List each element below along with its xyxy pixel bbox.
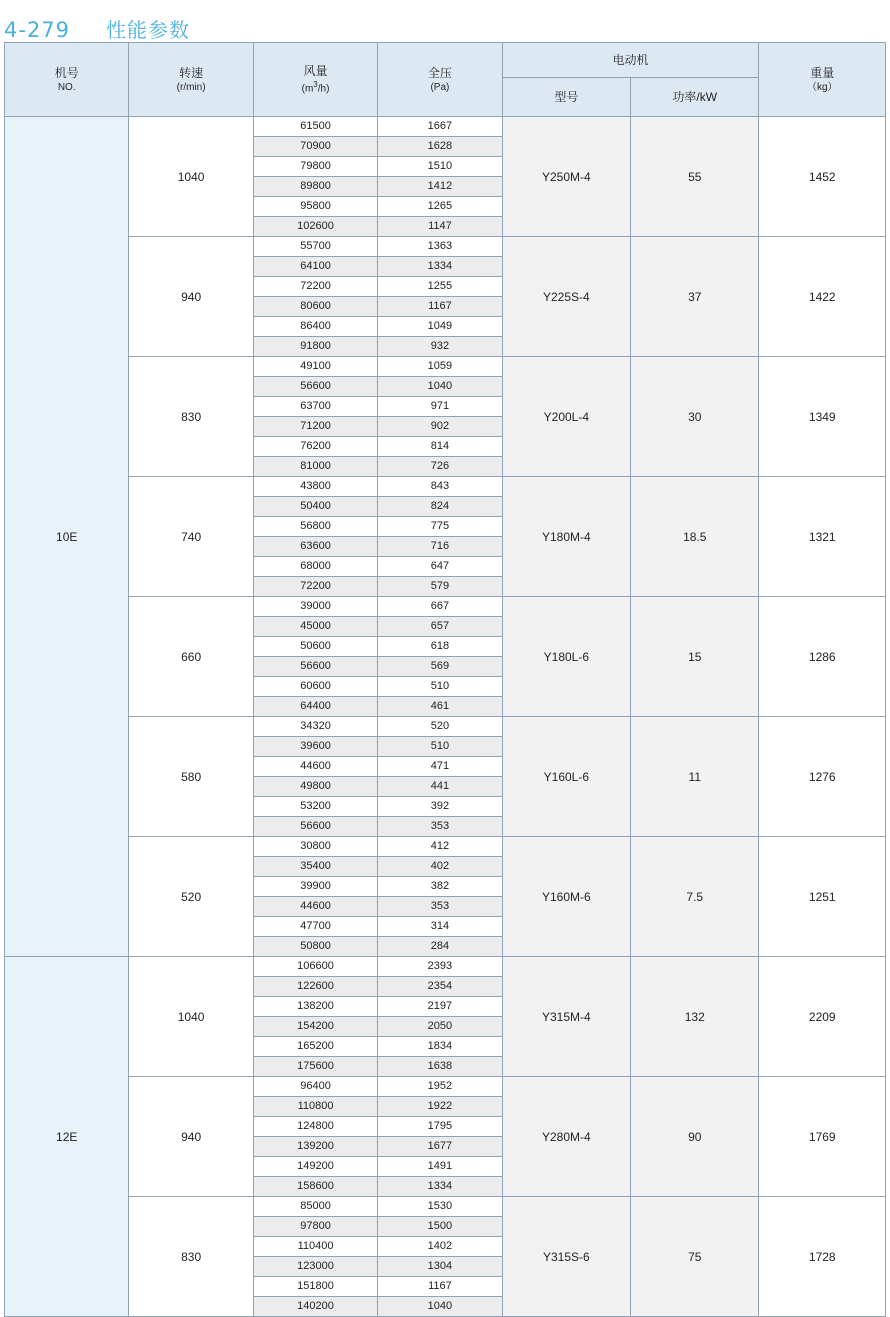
cell-flow: 140200: [253, 1297, 377, 1317]
cell-pressure: 510: [378, 737, 502, 757]
cell-flow: 44600: [253, 897, 377, 917]
cell-pressure: 1667: [378, 117, 502, 137]
table-row: [5, 957, 886, 977]
cell-pressure: 1491: [378, 1157, 502, 1177]
cell-flow: 43800: [253, 477, 377, 497]
cell-motor-model: Y250M-4: [502, 117, 630, 237]
cell-pressure: 1677: [378, 1137, 502, 1157]
cell-motor-model: Y315M-4: [502, 957, 630, 1077]
cell-flow: 56600: [253, 817, 377, 837]
cell-speed: 1040: [129, 117, 253, 237]
cell-pressure: 461: [378, 697, 502, 717]
table-row: [5, 237, 886, 257]
cell-pressure: 284: [378, 937, 502, 957]
cell-flow: 95800: [253, 197, 377, 217]
cell-pressure: 2197: [378, 997, 502, 1017]
cell-weight: 1349: [759, 357, 886, 477]
cell-motor-power: 75: [631, 1197, 759, 1317]
cell-flow: 85000: [253, 1197, 377, 1217]
cell-pressure: 392: [378, 797, 502, 817]
cell-flow: 39900: [253, 877, 377, 897]
col-header-speed-line2: (r/min): [176, 81, 206, 93]
cell-motor-power: 11: [631, 717, 759, 837]
col-header-weight-line1: 重量: [810, 65, 835, 80]
cell-flow: 124800: [253, 1117, 377, 1137]
cell-pressure: 1500: [378, 1217, 502, 1237]
col-header-pressure-line2: (Pa): [430, 81, 450, 93]
cell-motor-power: 7.5: [631, 837, 759, 957]
cell-motor-power: 55: [631, 117, 759, 237]
cell-flow: 70900: [253, 137, 377, 157]
cell-motor-model: Y200L-4: [502, 357, 630, 477]
cell-motor-power: 15: [631, 597, 759, 717]
table-body: [5, 117, 886, 1317]
cell-weight: 1422: [759, 237, 886, 357]
cell-pressure: 2393: [378, 957, 502, 977]
cell-pressure: 412: [378, 837, 502, 857]
cell-pressure: 1412: [378, 177, 502, 197]
cell-motor-model: Y160L-6: [502, 717, 630, 837]
page-title: 性能参数: [106, 20, 191, 42]
document-header: [0, 0, 890, 42]
col-header-weight: [759, 43, 886, 117]
flow-unit-tail: /h): [317, 83, 330, 94]
cell-pressure: 971: [378, 397, 502, 417]
cell-motor-model: Y315S-6: [502, 1197, 630, 1317]
cell-flow: 110800: [253, 1097, 377, 1117]
cell-flow: 49800: [253, 777, 377, 797]
cell-weight: 1321: [759, 477, 886, 597]
cell-motor-model: Y225S-4: [502, 237, 630, 357]
cell-motor-power: 30: [631, 357, 759, 477]
cell-flow: 89800: [253, 177, 377, 197]
col-header-no: [5, 43, 129, 117]
cell-speed: 740: [129, 477, 253, 597]
cell-speed: 940: [129, 1077, 253, 1197]
cell-pressure: 2050: [378, 1017, 502, 1037]
cell-flow: 56600: [253, 377, 377, 397]
cell-pressure: 1040: [378, 377, 502, 397]
cell-speed: 660: [129, 597, 253, 717]
cell-flow: 110400: [253, 1237, 377, 1257]
col-header-flow-line2: [254, 80, 377, 96]
cell-motor-power: 18.5: [631, 477, 759, 597]
cell-pressure: 471: [378, 757, 502, 777]
cell-flow: 64400: [253, 697, 377, 717]
cell-speed: 1040: [129, 957, 253, 1077]
model-code: 4-279: [4, 18, 71, 42]
performance-table: [4, 42, 886, 1317]
cell-pressure: 2354: [378, 977, 502, 997]
cell-pressure: 1402: [378, 1237, 502, 1257]
col-header-flow: [253, 43, 377, 117]
cell-pressure: 441: [378, 777, 502, 797]
cell-motor-power: 90: [631, 1077, 759, 1197]
flow-unit-sup: 3: [313, 79, 318, 89]
cell-speed: 830: [129, 357, 253, 477]
cell-flow: 106600: [253, 957, 377, 977]
col-header-motor-model: 型号: [502, 78, 630, 117]
cell-pressure: 520: [378, 717, 502, 737]
cell-pressure: 1510: [378, 157, 502, 177]
cell-flow: 49100: [253, 357, 377, 377]
cell-flow: 154200: [253, 1017, 377, 1037]
cell-flow: 97800: [253, 1217, 377, 1237]
cell-flow: 80600: [253, 297, 377, 317]
col-header-weight-line2: （kg）: [806, 81, 838, 93]
cell-flow: 72200: [253, 277, 377, 297]
cell-motor-model: Y180M-4: [502, 477, 630, 597]
cell-motor-model: Y160M-6: [502, 837, 630, 957]
col-header-speed-line1: 转速: [179, 65, 204, 80]
cell-flow: 39000: [253, 597, 377, 617]
cell-pressure: 353: [378, 897, 502, 917]
cell-flow: 56800: [253, 517, 377, 537]
cell-flow: 81000: [253, 457, 377, 477]
col-header-motor-group: 电动机: [502, 43, 759, 78]
cell-pressure: 382: [378, 877, 502, 897]
cell-speed: 520: [129, 837, 253, 957]
cell-weight: 1251: [759, 837, 886, 957]
cell-flow: 91800: [253, 337, 377, 357]
cell-motor-model: Y180L-6: [502, 597, 630, 717]
cell-flow: 34320: [253, 717, 377, 737]
cell-pressure: 1952: [378, 1077, 502, 1097]
col-header-pressure: [378, 43, 502, 117]
cell-speed: 830: [129, 1197, 253, 1317]
cell-pressure: 1795: [378, 1117, 502, 1137]
cell-pressure: 667: [378, 597, 502, 617]
cell-flow: 79800: [253, 157, 377, 177]
cell-flow: 149200: [253, 1157, 377, 1177]
cell-pressure: 1049: [378, 317, 502, 337]
cell-flow: 122600: [253, 977, 377, 997]
cell-flow: 47700: [253, 917, 377, 937]
cell-weight: 1452: [759, 117, 886, 237]
cell-pressure: 1530: [378, 1197, 502, 1217]
cell-flow: 55700: [253, 237, 377, 257]
cell-flow: 63700: [253, 397, 377, 417]
cell-machine-no: 12E: [5, 957, 129, 1317]
col-header-speed: [129, 43, 253, 117]
cell-motor-model: Y280M-4: [502, 1077, 630, 1197]
cell-weight: 1728: [759, 1197, 886, 1317]
col-header-no-line2: NO.: [57, 81, 76, 93]
col-header-flow-line1: 风量: [303, 64, 328, 79]
cell-flow: 44600: [253, 757, 377, 777]
cell-speed: 580: [129, 717, 253, 837]
table-row: [5, 837, 886, 857]
cell-flow: 68000: [253, 557, 377, 577]
cell-weight: 1276: [759, 717, 886, 837]
cell-flow: 138200: [253, 997, 377, 1017]
cell-pressure: 1638: [378, 1057, 502, 1077]
cell-pressure: 726: [378, 457, 502, 477]
cell-flow: 165200: [253, 1037, 377, 1057]
cell-flow: 64100: [253, 257, 377, 277]
cell-pressure: 353: [378, 817, 502, 837]
cell-pressure: 1167: [378, 1277, 502, 1297]
cell-pressure: 579: [378, 577, 502, 597]
cell-flow: 63600: [253, 537, 377, 557]
table-header: [5, 43, 886, 117]
cell-flow: 86400: [253, 317, 377, 337]
cell-flow: 139200: [253, 1137, 377, 1157]
cell-pressure: 1167: [378, 297, 502, 317]
cell-flow: 96400: [253, 1077, 377, 1097]
cell-pressure: 402: [378, 857, 502, 877]
cell-pressure: 569: [378, 657, 502, 677]
cell-flow: 72200: [253, 577, 377, 597]
cell-pressure: 657: [378, 617, 502, 637]
cell-flow: 39600: [253, 737, 377, 757]
cell-flow: 102600: [253, 217, 377, 237]
cell-weight: 1769: [759, 1077, 886, 1197]
cell-motor-power: 132: [631, 957, 759, 1077]
cell-flow: 175600: [253, 1057, 377, 1077]
cell-pressure: 716: [378, 537, 502, 557]
cell-pressure: 618: [378, 637, 502, 657]
cell-flow: 50600: [253, 637, 377, 657]
cell-speed: 940: [129, 237, 253, 357]
cell-pressure: 510: [378, 677, 502, 697]
cell-flow: 50800: [253, 937, 377, 957]
cell-flow: 45000: [253, 617, 377, 637]
cell-pressure: 1265: [378, 197, 502, 217]
cell-pressure: 314: [378, 917, 502, 937]
cell-pressure: 647: [378, 557, 502, 577]
cell-pressure: 1628: [378, 137, 502, 157]
cell-flow: 76200: [253, 437, 377, 457]
table-row: [5, 717, 886, 737]
cell-pressure: 932: [378, 337, 502, 357]
cell-pressure: 1363: [378, 237, 502, 257]
flow-unit-base: (m: [301, 83, 314, 94]
table-row: [5, 117, 886, 137]
cell-pressure: 1040: [378, 1297, 502, 1317]
cell-flow: 61500: [253, 117, 377, 137]
table-row: [5, 1197, 886, 1217]
cell-flow: 53200: [253, 797, 377, 817]
cell-pressure: 1834: [378, 1037, 502, 1057]
cell-flow: 60600: [253, 677, 377, 697]
cell-flow: 71200: [253, 417, 377, 437]
cell-pressure: 1059: [378, 357, 502, 377]
table-row: [5, 597, 886, 617]
cell-flow: 30800: [253, 837, 377, 857]
cell-weight: 2209: [759, 957, 886, 1077]
cell-pressure: 814: [378, 437, 502, 457]
cell-pressure: 1304: [378, 1257, 502, 1277]
table-row: [5, 477, 886, 497]
cell-pressure: 1334: [378, 1177, 502, 1197]
cell-motor-power: 37: [631, 237, 759, 357]
cell-pressure: 843: [378, 477, 502, 497]
cell-flow: 56600: [253, 657, 377, 677]
cell-pressure: 1334: [378, 257, 502, 277]
cell-pressure: 1147: [378, 217, 502, 237]
table-row: [5, 1077, 886, 1097]
cell-flow: 123000: [253, 1257, 377, 1277]
cell-flow: 158600: [253, 1177, 377, 1197]
cell-flow: 35400: [253, 857, 377, 877]
table-row: [5, 357, 886, 377]
col-header-pressure-line1: 全压: [427, 65, 452, 80]
col-header-no-line1: 机号: [54, 65, 79, 80]
cell-pressure: 775: [378, 517, 502, 537]
cell-pressure: 824: [378, 497, 502, 517]
cell-weight: 1286: [759, 597, 886, 717]
cell-flow: 151800: [253, 1277, 377, 1297]
cell-pressure: 1255: [378, 277, 502, 297]
cell-pressure: 1922: [378, 1097, 502, 1117]
cell-machine-no: 10E: [5, 117, 129, 957]
col-header-motor-power: 功率/kW: [631, 78, 759, 117]
cell-flow: 50400: [253, 497, 377, 517]
cell-pressure: 902: [378, 417, 502, 437]
